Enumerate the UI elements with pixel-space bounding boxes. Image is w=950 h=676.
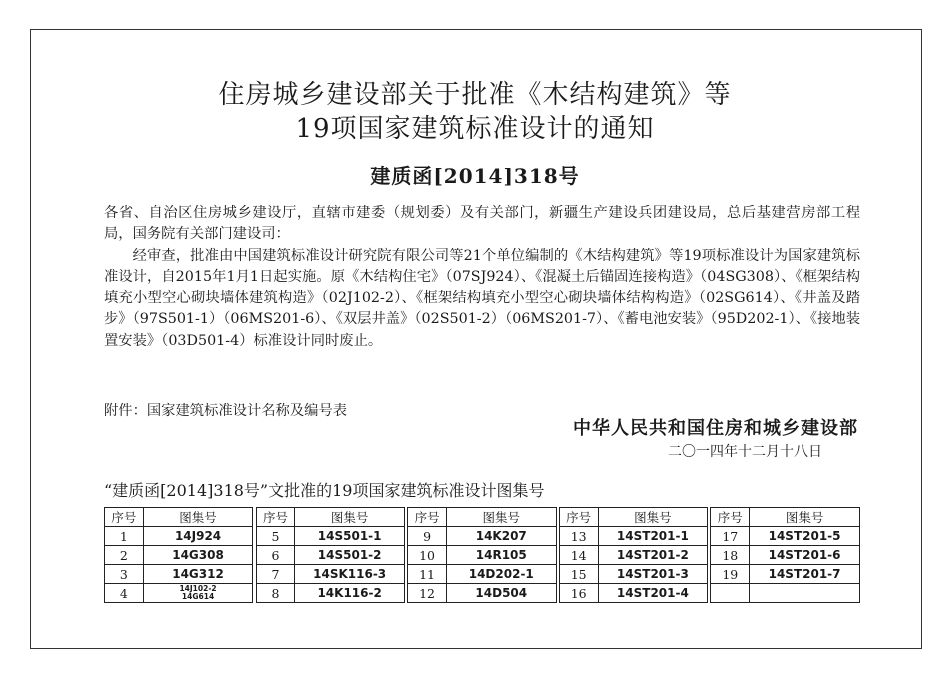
notice-body: [104, 203, 860, 352]
approval-paragraph: 经审查，批准由中国建筑标准设计研究院有限公司等21个单位编制的《木结构建筑》等19项标准设计为国家建筑标准设计，自2015年1月1日起实施。原《木结构住宅》（07SJ924）、《混凝土后锚固连接构造》（04SG308）、《框架结构填充小型空心砌块墙体建筑构造》（02J102-2）、《框架结构填充小型空心砌块墙体结构构造》（02SG614）、《井盖及踏步》（97S501-1）（06MS201-6）、《双层井盖》（02S501-2）（06MS201-7）、《蓄电池安装》（95D202-1）、《接地装置安装》（03D501-4）标准设计同时废止。: [104, 247, 860, 349]
atlas-code-part: 14G614: [181, 592, 215, 601]
atlas-number-table: [104, 507, 860, 603]
atlas-code-cell: 14S501-2: [295, 546, 405, 565]
serial-number-cell: 13: [559, 527, 598, 546]
table-row: [105, 527, 860, 546]
atlas-code-cell: 14ST201-7: [750, 565, 860, 584]
serial-number-cell: 10: [408, 546, 447, 565]
atlas-code-cell: 14D504: [446, 584, 556, 603]
serial-number-cell: [711, 584, 750, 603]
serial-number-cell: 17: [711, 527, 750, 546]
serial-number-cell: 8: [256, 584, 295, 603]
table-header-row: [105, 508, 860, 527]
atlas-code-cell: 14ST201-4: [598, 584, 708, 603]
header-atlas-code: 图集号: [295, 508, 405, 527]
addressee-paragraph: 各省、自治区住房城乡建设厅，直辖市建委（规划委）及有关部门，新疆生产建设兵团建设局，总后基建营房部工程局，国务院有关部门建设司：: [104, 205, 860, 243]
atlas-code-cell: 14ST201-3: [598, 565, 708, 584]
header-serial-number: 序号: [105, 508, 144, 527]
atlas-code-part: 14J102-2: [179, 584, 217, 593]
atlas-code-cell: 14R105: [446, 546, 556, 565]
atlas-code-cell: 14G308: [143, 546, 253, 565]
serial-number-cell: 12: [408, 584, 447, 603]
header-serial-number: 序号: [711, 508, 750, 527]
header-serial-number: 序号: [408, 508, 447, 527]
atlas-code-cell: 14J924: [143, 527, 253, 546]
title-line-1: 住房城乡建设部关于批准《木结构建筑》等: [218, 80, 732, 110]
issuing-authority: 中华人民共和国住房和城乡建设部: [573, 418, 858, 439]
atlas-code-cell: 14D202-1: [446, 565, 556, 584]
issue-date: 二〇一四年十二月十八日: [668, 444, 822, 460]
serial-number-cell: 19: [711, 565, 750, 584]
serial-number-cell: 9: [408, 527, 447, 546]
serial-number-cell: 6: [256, 546, 295, 565]
serial-number-cell: 18: [711, 546, 750, 565]
document-title: [0, 78, 950, 146]
atlas-code-cell: 14G312: [143, 565, 253, 584]
atlas-code-cell: 14ST201-2: [598, 546, 708, 565]
atlas-code-cell: [143, 584, 253, 603]
table-title: “建质函[2014]318号”文批准的19项国家建筑标准设计图集号: [104, 481, 545, 500]
atlas-code-cell: 14K207: [446, 527, 556, 546]
header-atlas-code: 图集号: [143, 508, 253, 527]
table-row: [105, 584, 860, 603]
atlas-code-cell: 14K116-2: [295, 584, 405, 603]
serial-number-cell: 16: [559, 584, 598, 603]
atlas-code-cell: 14S501-1: [295, 527, 405, 546]
atlas-code-cell: 14SK116-3: [295, 565, 405, 584]
document-number: 建质函[2014]318号: [370, 164, 580, 188]
atlas-code-cell: 14ST201-1: [598, 527, 708, 546]
serial-number-cell: 14: [559, 546, 598, 565]
title-line-2: 19项国家建筑标准设计的通知: [295, 114, 655, 144]
serial-number-cell: 11: [408, 565, 447, 584]
header-serial-number: 序号: [256, 508, 295, 527]
header-serial-number: 序号: [559, 508, 598, 527]
table-row: [105, 565, 860, 584]
atlas-code-cell: 14ST201-6: [750, 546, 860, 565]
header-atlas-code: 图集号: [750, 508, 860, 527]
table-row: [105, 546, 860, 565]
header-atlas-code: 图集号: [446, 508, 556, 527]
atlas-code-cell: [750, 584, 860, 603]
serial-number-cell: 4: [105, 584, 144, 603]
serial-number-cell: 3: [105, 565, 144, 584]
atlas-code-cell: 14ST201-5: [750, 527, 860, 546]
serial-number-cell: 15: [559, 565, 598, 584]
serial-number-cell: 1: [105, 527, 144, 546]
attachment-note: 附件：国家建筑标准设计名称及编号表: [104, 403, 348, 419]
serial-number-cell: 5: [256, 527, 295, 546]
serial-number-cell: 7: [256, 565, 295, 584]
header-atlas-code: 图集号: [598, 508, 708, 527]
serial-number-cell: 2: [105, 546, 144, 565]
